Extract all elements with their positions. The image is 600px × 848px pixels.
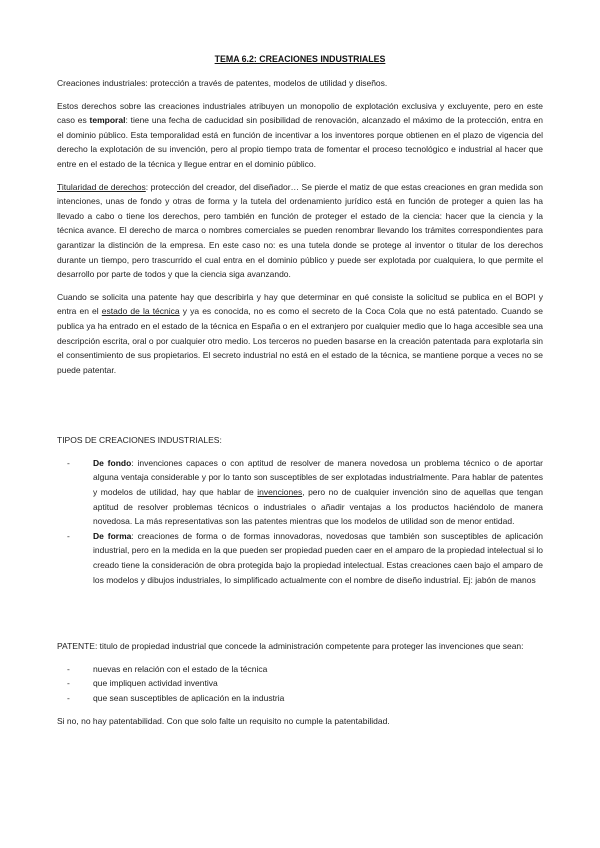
dash-bullet: -: [67, 678, 70, 689]
list-item: [57, 529, 543, 587]
text: Estos derechos sobre las creaciones industriales atribuyen un monopolio de explotación exclusiva y excluyente, pero en este caso es: [57, 100, 543, 126]
solicitud-paragraph: [57, 290, 543, 378]
dash-bullet: -: [67, 457, 70, 468]
text: que impliquen actividad inventiva: [93, 678, 218, 689]
titularidad-paragraph: [57, 180, 543, 282]
dash-bullet: -: [67, 530, 70, 541]
list-item: [57, 676, 543, 691]
text: : protección del creador, del diseñador… Se pierde el matiz de que estas creaciones en gran medida son intenciones, unas de fondo y otras de forma y la tutela del ordenamiento jurídico está en función de proteger a quien las ha llevado a cabo o tiene los derechos, pero también en función de proteger el estado de la ciencia: hacer que la ciencia y la técnica avance. El derecho de marca o nombres comerciales se pueden renombrar llevando los trámites correspondientes para garantizar la distinción de la empresa. En este caso no: es una tutela donde se protege al inventor o titular de los derechos durante un tiempo, pero trascurrido el cual entra en el dominio público y puede ser explotada por cualquiera, lo que permite el desarrollo por parte de todos y que la ciencia siga avanzando.: [57, 181, 544, 280]
tipos-list: [57, 456, 543, 587]
document-page: [57, 52, 543, 736]
list-item: [57, 691, 543, 706]
final-paragraph: Si no, no hay patentabilidad. Con que solo falte un requisito no cumple la patentabilidad.: [57, 715, 390, 726]
dash-bullet: -: [67, 663, 70, 674]
list-item: [57, 662, 543, 677]
text: nuevas en relación con el estado de la técnica: [93, 663, 268, 674]
text: : tiene una fecha de caducidad sin posibilidad de renovación, alcanzado el máximo de la protección, entra en el dominio público. Esta temporalidad está en función de incentivar a los inventores porque obtienen en el plazo de vigencia del derecho la explotación de su invención, pero al propio tiempo trata de fomentar el proceso tecnológico e industrial al hacer que entre en el estado de la técnica y llegue entrar en el dominio público.: [57, 115, 544, 169]
dash-bullet: -: [67, 693, 70, 703]
bold-term: De forma: [93, 530, 132, 541]
list-item: [57, 456, 543, 529]
text: que sean susceptibles de aplicación en la industria: [93, 693, 285, 703]
temporal-paragraph: [57, 99, 543, 172]
text: , pero no de cualquier invención sino de aquellas que tengan aptitud de resolver problemas técnicos o industriales o añadir ventajas a los productos haciéndolo de manera novedosa. La más representativas son las patentes mientras que los modelos de utilidad son de menor entidad.: [93, 487, 543, 527]
bold-term: temporal: [89, 115, 126, 126]
text: : invenciones capaces o con aptitud de resolver de manera novedosa un problema técnico o de aportar alguna ventaja considerable y por lo tanto son susceptibles de ser explotadas industrialmente. Para hablar de patentes y modelos de utilidad, hay que hablar de: [93, 457, 544, 498]
bold-term: De fondo: [93, 457, 132, 468]
requisitos-list: [57, 662, 543, 706]
underlined-term: invenciones: [257, 487, 303, 498]
underlined-term: estado de la técnica: [101, 306, 180, 317]
text: : creaciones de forma o de formas innovadoras, novedosas que también son susceptibles de aplicación industrial, pero en la medida en la que pueden ser propiedad pueden caer en el amparo de la propiedad intelectual si lo creado tiene la consideración de obra protegida bajo la propiedad intelectual. Estas creaciones caen bajo el amparo de los modelos y dibujos industriales, lo simplificado actualmente con el nombre de diseño industrial. Ej: jabón de manos: [93, 530, 543, 585]
patente-paragraph: PATENTE: titulo de propiedad industrial que concede la administración competente para proteger las invenciones que sean:: [57, 641, 524, 652]
text: y ya es conocida, no es como el secreto de la Coca Cola que no está patentado. Cuando se publica ya ha entrado en el estado de la técnica en España o en el extranjero por cualquier medio que lo haga accesible sea una descripción escrita, oral o por cualquier otro medio. Los terceros no pueden basarse en la creación patentada para explotarla sin el consentimiento de sus propietarios. El secreto industrial no está en el estado de la técnica, se mantiene porque a veces no se puede patentar.: [57, 306, 544, 375]
tipos-heading: TIPOS DE CREACIONES INDUSTRIALES:: [57, 435, 222, 446]
document-title: TEMA 6.2: CREACIONES INDUSTRIALES: [214, 54, 386, 64]
intro-paragraph: Creaciones industriales: protección a través de patentes, modelos de utilidad y diseños.: [57, 78, 388, 88]
text: Cuando se solicita una patente hay que describirla y hay que determinar en qué consiste la solicitud se publica en el BOPI y entra en el: [57, 291, 543, 317]
underlined-term: Titularidad de derechos: [57, 181, 146, 192]
